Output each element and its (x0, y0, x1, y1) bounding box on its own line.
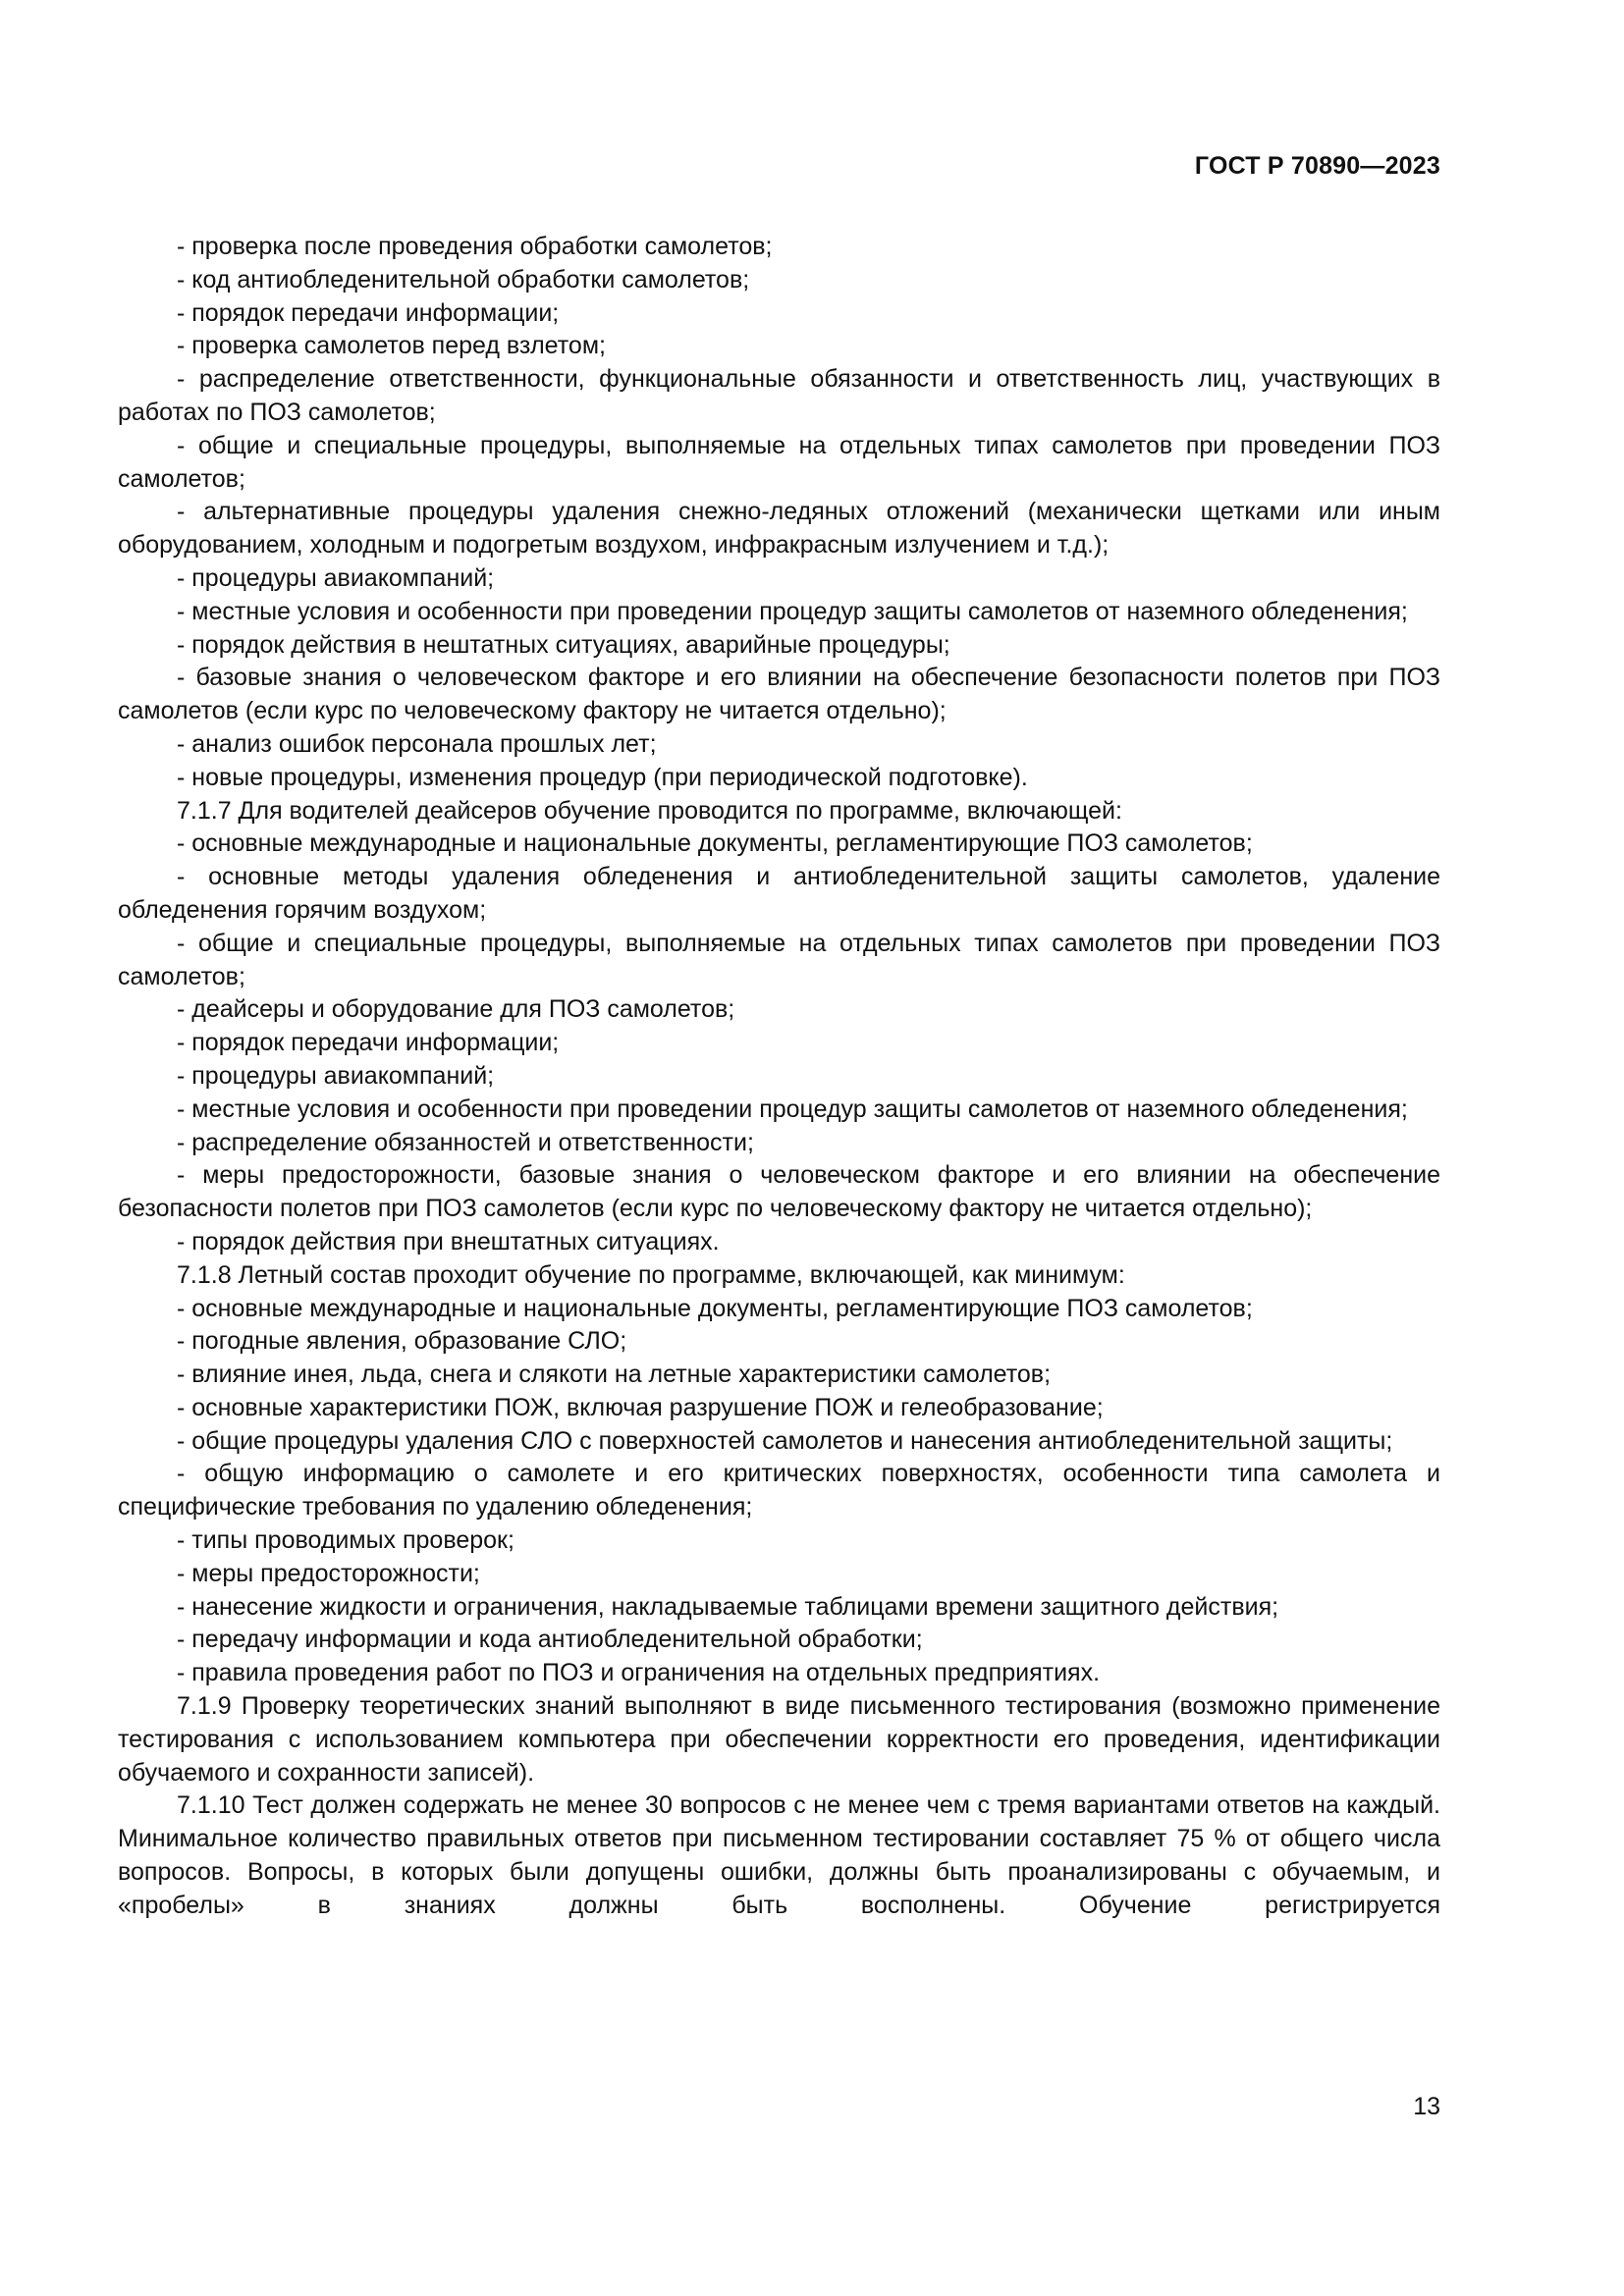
list-item: - процедуры авиакомпаний; (177, 563, 495, 592)
list-item: - типы проводимых проверок; (177, 1526, 514, 1555)
list-item: - порядок передачи информации; (177, 298, 560, 327)
list-item: - новые процедуры, изменения процедур (при периодической подготовке). (177, 763, 1028, 791)
list-item: - меры предосторожности; (177, 1559, 480, 1587)
standard-header: ГОСТ Р 70890—2023 (1194, 152, 1440, 180)
list-item: - общую информацию о самолете и его критических поверхностях, особенности типа самолета и специфические требования по удалению обледенения; (118, 1460, 1440, 1522)
list-item: - проверка самолетов перед взлетом; (177, 332, 606, 360)
paragraph: 7.1.10 Тест должен содержать не менее 30 вопросов с не менее чем с тремя вариантами ответов на каждый. Минимальное количество правильных ответов при письменном тестировании составляет 75 % от общего числа вопросов. Вопросы, в которых были допущены ошибки, должны быть проанализированы с обучаемым, и «пробелы» в знаниях должны быть восполнены. Обучение регистрируется (118, 1791, 1440, 1919)
list-item: - основные характеристики ПОЖ, включая разрушение ПОЖ и гелеобразование; (177, 1393, 1104, 1421)
list-item: 7.1.7 Для водителей деайсеров обучение проводится по программе, включающей: (177, 796, 1122, 825)
list-item: - нанесение жидкости и ограничения, накладываемые таблицами времени защитного действия; (177, 1592, 1279, 1621)
page-number: 13 (1413, 2093, 1440, 2120)
list-item: - распределение ответственности, функциональные обязанности и ответственность лиц, участвующих в работах по ПОЗ самолетов; (118, 365, 1440, 426)
list-item: - общие и специальные процедуры, выполняемые на отдельных типах самолетов при проведении ПОЗ самолетов; (118, 431, 1440, 493)
list-item: - местные условия и особенности при проведении процедур защиты самолетов от наземного обледенения; (177, 597, 1408, 625)
list-item: - влияние инея, льда, снега и слякоти на летные характеристики самолетов; (177, 1361, 1052, 1389)
list-item: - основные методы удаления обледенения и антиобледенительной защиты самолетов, удаление обледенения горячим воздухом; (118, 863, 1440, 924)
list-item: - порядок действия при внештатных ситуациях. (177, 1227, 720, 1255)
list-item: - порядок действия в нештатных ситуациях, аварийные процедуры; (177, 630, 950, 659)
list-item: - общие процедуры удаления СЛО с поверхностей самолетов и нанесения антиобледенительной защиты; (177, 1426, 1393, 1455)
list-item: - общие и специальные процедуры, выполняемые на отдельных типах самолетов при проведении ПОЗ самолетов; (118, 929, 1440, 990)
list-item: - базовые знания о человеческом факторе и его влиянии на обеспечение безопасности полетов при ПОЗ самолетов (если курс по человеческому фактору не читается отдельно); (118, 664, 1440, 725)
list-item: - погодные явления, образование СЛО; (177, 1327, 627, 1356)
list-item: - передачу информации и кода антиобледенительной обработки; (177, 1626, 923, 1654)
list-item: - порядок передачи информации; (177, 1029, 560, 1057)
list-item: - процедуры авиакомпаний; (177, 1061, 495, 1090)
list-item: - местные условия и особенности при проведении процедур защиты самолетов от наземного обледенения; (177, 1095, 1408, 1123)
document-body (118, 231, 1440, 1923)
list-item: - распределение обязанностей и ответственности; (177, 1128, 754, 1156)
list-item: - анализ ошибок персонала прошлых лет; (177, 729, 657, 758)
list-item: - код антиобледенительной обработки самолетов; (177, 265, 750, 294)
list-item: - проверка после проведения обработки самолетов; (177, 233, 773, 260)
list-item: 7.1.8 Летный состав проходит обучение по программе, включающей, как минимум: (177, 1260, 1125, 1289)
list-item: - деайсеры и оборудование для ПОЗ самолетов; (177, 995, 735, 1024)
list-item: - меры предосторожности, базовые знания о человеческом факторе и его влиянии на обеспечение безопасности полетов при ПОЗ самолетов (если курс по человеческому фактору не читается отдельно); (118, 1161, 1440, 1223)
list-item: - основные международные и национальные документы, регламентирующие ПОЗ самолетов; (177, 1294, 1253, 1322)
list-item: - альтернативные процедуры удаления снежно-ледяных отложений (механически щетками или иным оборудованием, холодным и подогретым воздухом, инфракрасным излучением и т.д.); (118, 498, 1440, 560)
list-item: - правила проведения работ по ПОЗ и ограничения на отдельных предприятиях. (177, 1659, 1101, 1687)
list-item: 7.1.9 Проверку теоретических знаний выполняют в виде письменного тестирования (возможно применение тестирования с использованием компьютера при обеспечении корректности его проведения, идентификации обучаемого и сохранности записей). (118, 1692, 1440, 1787)
list-item: - основные международные и национальные документы, регламентирующие ПОЗ самолетов; (177, 829, 1253, 858)
